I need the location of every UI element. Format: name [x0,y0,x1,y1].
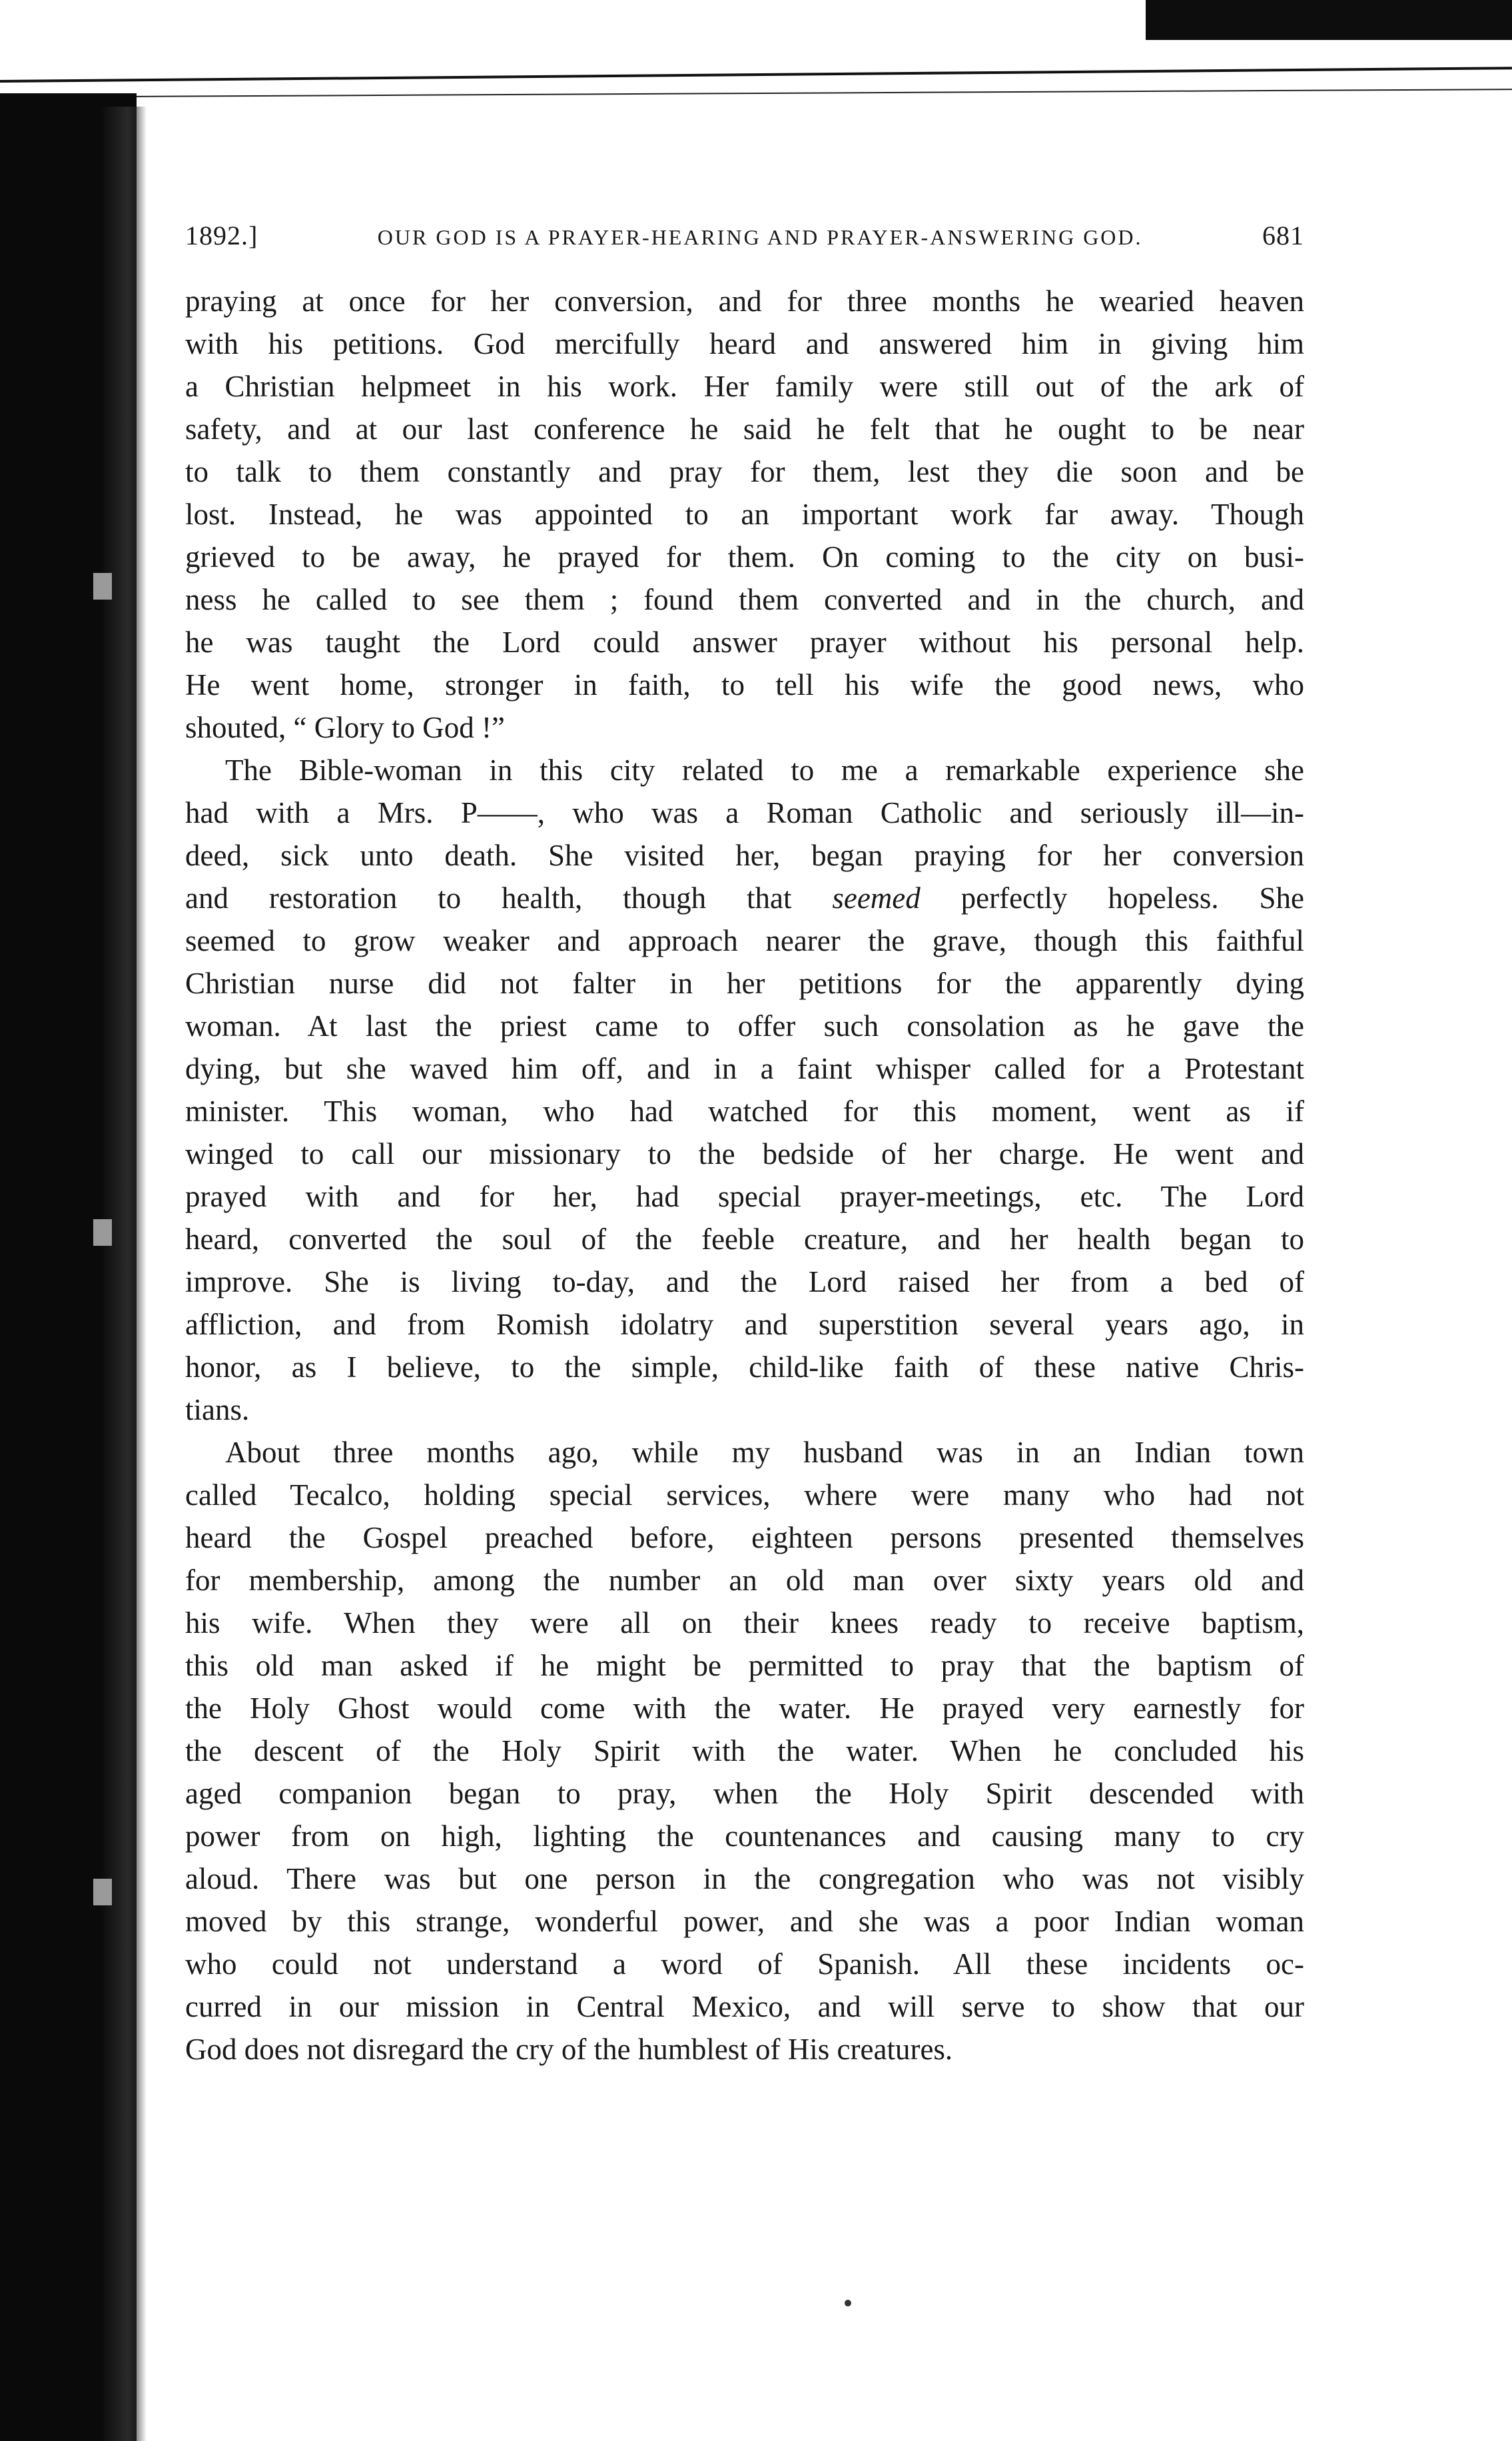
scan-gutter-mark [93,1879,112,1905]
text-line: improve. She is living to-day, and the Lord raised her from a bed of [185,1265,1304,1298]
text-line: ness he called to see them ; found them converted and in the church, and [185,583,1304,616]
text-line: prayed with and for her, had special prayer-meetings, etc. The Lord [185,1180,1304,1213]
stray-ink-dot [845,2300,851,2306]
text-line: with his petitions. God mercifully heard and answered him in giving him [185,327,1304,360]
text-line: called Tecalco, holding special services, where were many who had not [185,1478,1304,1512]
text-line: heard the Gospel preached before, eighteen persons presented themselves [185,1521,1304,1554]
text-line: who could not understand a word of Spanish. All these incidents oc- [185,1947,1304,1981]
scan-rule-line [0,67,1512,83]
text-line: aloud. There was but one person in the congregation who was not visibly [185,1862,1304,1895]
text-line: seemed to grow weaker and approach nearer the grave, though this faithful [185,924,1304,957]
text-line: curred in our mission in Central Mexico, and will serve to show that our [185,1990,1304,2023]
text-line: safety, and at our last conference he said he felt that he ought to be near [185,412,1304,446]
text-line: About three months ago, while my husband was in an Indian town [225,1436,1304,1469]
text-line: this old man asked if he might be permitted to pray that the baptism of [185,1649,1304,1682]
text-line: had with a Mrs. P——, who was a Roman Catholic and seriously ill—in- [185,796,1304,829]
text-line: to talk to them constantly and pray for them, lest they die soon and be [185,455,1304,488]
running-head [185,220,1304,260]
text-line: the descent of the Holy Spirit with the water. When he concluded his [185,1734,1304,1767]
text-line: winged to call our missionary to the bedside of her charge. He went and [185,1137,1304,1171]
text-line: and restoration to health, though that seemed perfectly hopeless. She [185,881,1304,915]
text-line: God does not disregard the cry of the humblest of His creatures. [185,2033,953,2066]
text-line: his wife. When they were all on their knees ready to receive baptism, [185,1606,1304,1640]
text-line: praying at once for her conversion, and for three months he wearied heaven [185,284,1304,318]
binding-shadow-edge [100,107,147,2441]
text-line: honor, as I believe, to the simple, child-like faith of these native Chris- [185,1350,1304,1384]
scan-gutter-mark [93,573,112,600]
text-line: Christian nurse did not falter in her petitions for the apparently dying [185,967,1304,1000]
text-line: affliction, and from Romish idolatry and superstition several years ago, in [185,1308,1304,1341]
text-line: He went home, stronger in faith, to tell his wife the good news, who [185,668,1304,702]
text-line: the Holy Ghost would come with the water. He prayed very earnestly for [185,1692,1304,1725]
text-line: deed, sick unto death. She visited her, began praying for her conversion [185,839,1304,872]
text-line: power from on high, lighting the countenances and causing many to cry [185,1819,1304,1853]
text-line: moved by this strange, wonderful power, and she was a poor Indian woman [185,1905,1304,1938]
text-line: dying, but she waved him off, and in a faint whisper called for a Protestant [185,1052,1304,1085]
text-line: for membership, among the number an old man over sixty years old and [185,1564,1304,1597]
body-text [185,280,1304,2071]
text-line: tians. [185,1393,250,1426]
header-year: 1892.] [185,221,258,250]
page-number: 681 [1262,221,1304,250]
text-line: The Bible-woman in this city related to me a remarkable experience she [225,753,1304,787]
text-line: lost. Instead, he was appointed to an important work far away. Though [185,498,1304,531]
text-line: grieved to be away, he prayed for them. On coming to the city on busi- [185,540,1304,574]
text-line: a Christian helpmeet in his work. Her family were still out of the ark of [185,370,1304,403]
text-line: he was taught the Lord could answer prayer without his personal help. [185,626,1304,659]
scan-rule-line [0,89,1512,98]
text-line: aged companion began to pray, when the Holy Spirit descended with [185,1777,1304,1810]
text-line: minister. This woman, who had watched for this moment, went as if [185,1095,1304,1128]
scan-gutter-mark [93,1219,112,1246]
header-title: OUR GOD IS A PRAYER-HEARING AND PRAYER-ANSWERING GOD. [377,225,1143,249]
text-line: heard, converted the soul of the feeble creature, and her health began to [185,1222,1304,1256]
text-line: shouted, “ Glory to God !” [185,711,505,744]
text-line: woman. At last the priest came to offer such consolation as he gave the [185,1009,1304,1043]
scan-edge-shadow [1146,0,1512,40]
